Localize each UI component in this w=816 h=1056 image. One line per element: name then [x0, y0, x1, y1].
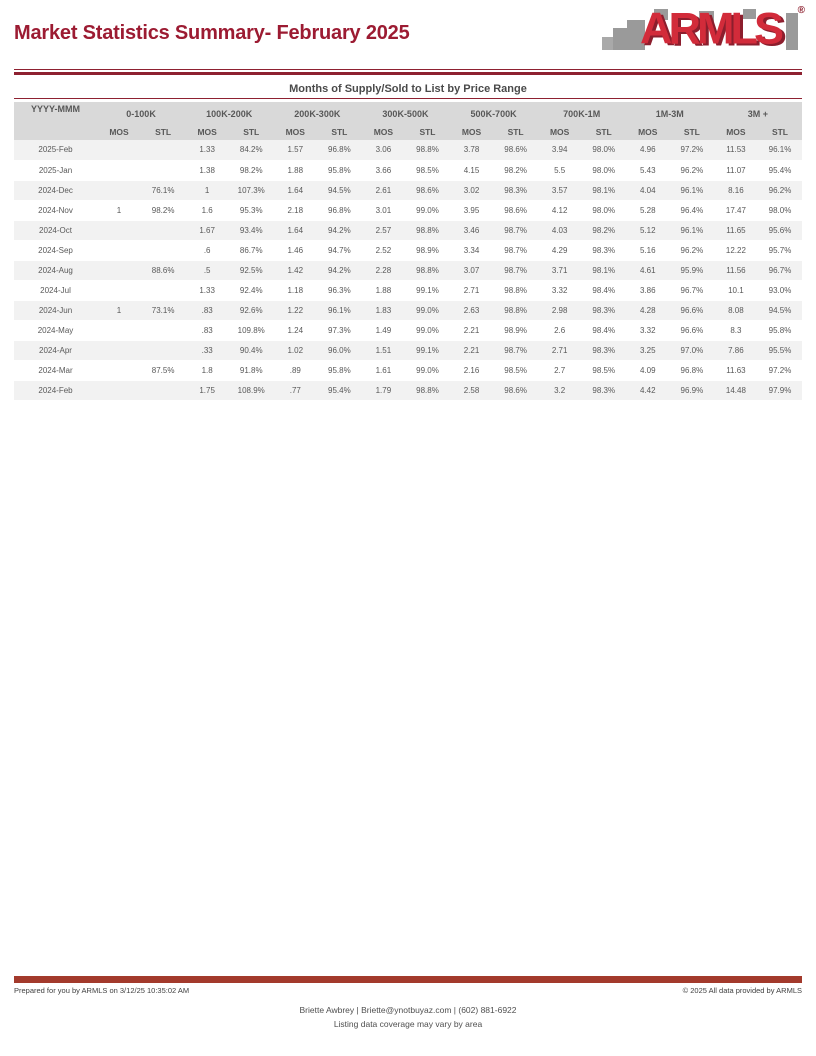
stl-value: 95.5% — [758, 340, 802, 360]
stl-value: 98.8% — [494, 280, 538, 300]
stl-value: 99.0% — [405, 200, 449, 220]
sub-header-stl: STL — [229, 123, 273, 140]
stl-value: 96.2% — [670, 160, 714, 180]
mos-value — [97, 380, 141, 400]
stl-value: 96.6% — [670, 300, 714, 320]
mos-value: 1.42 — [273, 260, 317, 280]
stl-value — [141, 380, 185, 400]
stl-value: 97.2% — [758, 360, 802, 380]
mos-value: 2.98 — [538, 300, 582, 320]
table-row — [14, 220, 802, 240]
sub-header-mos: MOS — [97, 123, 141, 140]
mos-value: 8.3 — [714, 320, 758, 340]
mos-value: 7.86 — [714, 340, 758, 360]
mos-value: 1.83 — [361, 300, 405, 320]
stl-value: 99.0% — [405, 320, 449, 340]
table-row — [14, 260, 802, 280]
mos-value: 4.04 — [626, 180, 670, 200]
stl-value: 92.4% — [229, 280, 273, 300]
mos-value: 1.24 — [273, 320, 317, 340]
stl-value: 97.3% — [317, 320, 361, 340]
stl-value: 98.6% — [494, 140, 538, 160]
mos-value: 1.67 — [185, 220, 229, 240]
stl-value: 98.7% — [494, 220, 538, 240]
stl-value: 98.9% — [405, 240, 449, 260]
stl-value: 96.8% — [317, 200, 361, 220]
mos-value: .83 — [185, 300, 229, 320]
row-label-month: 2024-Feb — [14, 380, 97, 400]
mos-value: 3.02 — [450, 180, 494, 200]
stl-value: 96.0% — [317, 340, 361, 360]
mos-value: 3.07 — [450, 260, 494, 280]
sub-header-mos: MOS — [273, 123, 317, 140]
price-range-header: 1M-3M — [626, 102, 714, 123]
mos-value: 3.57 — [538, 180, 582, 200]
stl-value: 98.5% — [405, 160, 449, 180]
mos-value — [97, 320, 141, 340]
stl-value — [141, 320, 185, 340]
mos-value: 1.88 — [273, 160, 317, 180]
mos-value: .83 — [185, 320, 229, 340]
mos-value: .89 — [273, 360, 317, 380]
sub-header-stl: STL — [758, 123, 802, 140]
mos-value: 3.71 — [538, 260, 582, 280]
mos-value: 5.12 — [626, 220, 670, 240]
mos-value: 3.86 — [626, 280, 670, 300]
stl-value: 98.8% — [405, 220, 449, 240]
mos-value: 1 — [185, 180, 229, 200]
mos-value: 11.65 — [714, 220, 758, 240]
stl-value: 98.0% — [582, 140, 626, 160]
mos-value: 8.16 — [714, 180, 758, 200]
mos-value: 4.29 — [538, 240, 582, 260]
mos-value: 14.48 — [714, 380, 758, 400]
mos-value: 1.8 — [185, 360, 229, 380]
mos-value: 11.63 — [714, 360, 758, 380]
mos-value: 2.61 — [361, 180, 405, 200]
stl-value: 97.0% — [670, 340, 714, 360]
coverage-disclaimer: Listing data coverage may vary by area — [333, 1019, 483, 1029]
stl-value: 94.7% — [317, 240, 361, 260]
agent-contact-line: Briette Awbrey | Briette@ynotbuyaz.com | (602) 881-6922 — [299, 1005, 517, 1015]
stl-value: 96.1% — [670, 180, 714, 200]
stl-value: 94.5% — [758, 300, 802, 320]
stl-value: 98.6% — [405, 180, 449, 200]
registered-trademark-icon: ® — [797, 5, 805, 16]
mos-value: 4.09 — [626, 360, 670, 380]
header-divider — [14, 69, 802, 75]
stl-value: 94.2% — [317, 260, 361, 280]
stl-value: 84.2% — [229, 140, 273, 160]
stl-value: 98.8% — [405, 380, 449, 400]
mos-value: 5.28 — [626, 200, 670, 220]
table-row — [14, 320, 802, 340]
sub-header-mos: MOS — [450, 123, 494, 140]
row-label-month: 2024-Aug — [14, 260, 97, 280]
mos-value: .5 — [185, 260, 229, 280]
mos-value: 1.33 — [185, 280, 229, 300]
mos-value — [97, 220, 141, 240]
mos-value: 2.63 — [450, 300, 494, 320]
section-underline — [14, 98, 802, 99]
stl-value: 98.0% — [582, 160, 626, 180]
mos-value — [97, 140, 141, 160]
mos-value: 2.57 — [361, 220, 405, 240]
stl-value: 108.9% — [229, 380, 273, 400]
mos-value: 1.61 — [361, 360, 405, 380]
mos-stl-header-row — [14, 123, 802, 140]
armls-logo-text: ARMLS — [640, 3, 780, 54]
row-label-month: 2025-Feb — [14, 140, 97, 160]
stl-value: 96.8% — [670, 360, 714, 380]
page-title: Market Statistics Summary- February 2025 — [14, 22, 410, 44]
mos-value: 3.01 — [361, 200, 405, 220]
price-range-header-row — [14, 102, 802, 123]
stl-value: 96.7% — [670, 280, 714, 300]
mos-value: 3.95 — [450, 200, 494, 220]
stl-value — [141, 160, 185, 180]
stl-value: 95.8% — [758, 320, 802, 340]
stl-value: 95.7% — [758, 240, 802, 260]
stl-value: 96.8% — [317, 140, 361, 160]
stl-value: 99.1% — [405, 280, 449, 300]
mos-value: 3.06 — [361, 140, 405, 160]
stl-value: 96.1% — [670, 220, 714, 240]
mos-value: 3.46 — [450, 220, 494, 240]
mos-value: 4.28 — [626, 300, 670, 320]
stl-value: 98.8% — [405, 140, 449, 160]
stl-value: 109.8% — [229, 320, 273, 340]
stl-value: 91.8% — [229, 360, 273, 380]
stl-value: 98.8% — [494, 300, 538, 320]
sub-header-stl: STL — [494, 123, 538, 140]
mos-value: 3.32 — [626, 320, 670, 340]
table-row — [14, 160, 802, 180]
sub-header-mos: MOS — [714, 123, 758, 140]
row-label-month: 2024-Oct — [14, 220, 97, 240]
page-footer — [14, 976, 802, 1056]
stl-value: 88.6% — [141, 260, 185, 280]
table-row — [14, 380, 802, 400]
mos-value: 1.6 — [185, 200, 229, 220]
table-row — [14, 240, 802, 260]
row-label-month: 2024-Apr — [14, 340, 97, 360]
table-row — [14, 300, 802, 320]
stl-value: 95.6% — [758, 220, 802, 240]
mos-value — [97, 280, 141, 300]
mos-value: 1.57 — [273, 140, 317, 160]
stl-value: 99.0% — [405, 360, 449, 380]
stl-value: 98.1% — [582, 260, 626, 280]
mos-value — [97, 160, 141, 180]
mos-value: 4.61 — [626, 260, 670, 280]
stl-value: 95.3% — [229, 200, 273, 220]
mos-value: 2.28 — [361, 260, 405, 280]
mos-value: 2.71 — [538, 340, 582, 360]
mos-value: 11.56 — [714, 260, 758, 280]
stl-value: 98.3% — [582, 340, 626, 360]
mos-value: 1.64 — [273, 180, 317, 200]
stl-value: 98.7% — [494, 240, 538, 260]
mos-value: 8.08 — [714, 300, 758, 320]
mos-value: 11.53 — [714, 140, 758, 160]
stl-value: 98.4% — [582, 280, 626, 300]
stl-value — [141, 340, 185, 360]
stl-value: 76.1% — [141, 180, 185, 200]
prepared-by-text: Prepared for you by ARMLS on 3/12/25 10:35:02 AM — [14, 986, 190, 995]
stl-value: 98.3% — [494, 180, 538, 200]
mos-value: 2.18 — [273, 200, 317, 220]
mos-value — [97, 340, 141, 360]
row-label-month: 2024-May — [14, 320, 97, 340]
price-range-header: 300K-500K — [361, 102, 449, 123]
stl-value: 98.2% — [582, 220, 626, 240]
mos-value: 3.94 — [538, 140, 582, 160]
mos-value: 1.33 — [185, 140, 229, 160]
mos-value — [97, 360, 141, 380]
stl-value: 98.6% — [494, 200, 538, 220]
stl-value: 98.3% — [582, 380, 626, 400]
table-header — [14, 102, 802, 140]
sub-header-stl: STL — [405, 123, 449, 140]
stl-value: 93.0% — [758, 280, 802, 300]
mos-value: 3.32 — [538, 280, 582, 300]
mos-value: 1.49 — [361, 320, 405, 340]
stl-value: 94.5% — [317, 180, 361, 200]
mos-value: 10.1 — [714, 280, 758, 300]
stl-value: 98.0% — [758, 200, 802, 220]
mos-value: .77 — [273, 380, 317, 400]
mos-value: 3.66 — [361, 160, 405, 180]
sub-header-stl: STL — [141, 123, 185, 140]
mos-value: .33 — [185, 340, 229, 360]
mos-value: 2.6 — [538, 320, 582, 340]
mos-value: 1.46 — [273, 240, 317, 260]
table-body — [14, 140, 802, 400]
stl-value: 95.8% — [317, 360, 361, 380]
stl-value: 96.9% — [670, 380, 714, 400]
mos-value: 3.25 — [626, 340, 670, 360]
logo-block — [786, 13, 798, 50]
table-row — [14, 180, 802, 200]
price-range-header: 200K-300K — [273, 102, 361, 123]
supply-stl-table — [14, 102, 802, 401]
mos-value: 3.78 — [450, 140, 494, 160]
row-label-month: 2025-Jan — [14, 160, 97, 180]
mos-value: 4.15 — [450, 160, 494, 180]
mos-value: 1.88 — [361, 280, 405, 300]
stl-value: 107.3% — [229, 180, 273, 200]
stl-value: 98.5% — [582, 360, 626, 380]
stl-value: 86.7% — [229, 240, 273, 260]
mos-value: 2.58 — [450, 380, 494, 400]
mos-value: 2.7 — [538, 360, 582, 380]
mos-value: 4.96 — [626, 140, 670, 160]
stl-value: 96.6% — [670, 320, 714, 340]
stl-value: 99.0% — [405, 300, 449, 320]
stl-value: 98.7% — [494, 260, 538, 280]
stl-value: 97.2% — [670, 140, 714, 160]
stl-value: 98.3% — [582, 300, 626, 320]
mos-value — [97, 240, 141, 260]
stl-value: 98.2% — [494, 160, 538, 180]
row-label-month: 2024-Jun — [14, 300, 97, 320]
stl-value: 96.7% — [758, 260, 802, 280]
row-label-month: 2024-Dec — [14, 180, 97, 200]
sub-header-mos: MOS — [538, 123, 582, 140]
mos-value: 1.75 — [185, 380, 229, 400]
stl-value — [141, 280, 185, 300]
stl-value: 98.3% — [582, 240, 626, 260]
armls-logo — [602, 3, 805, 56]
copyright-text: © 2025 All data provided by ARMLS — [682, 986, 802, 995]
mos-value: 4.12 — [538, 200, 582, 220]
stl-value: 98.9% — [494, 320, 538, 340]
stl-value: 92.5% — [229, 260, 273, 280]
stl-value: 99.1% — [405, 340, 449, 360]
stl-value: 90.4% — [229, 340, 273, 360]
mos-value: 2.16 — [450, 360, 494, 380]
sub-header-mos: MOS — [361, 123, 405, 140]
sub-header-stl: STL — [317, 123, 361, 140]
stl-value: 96.2% — [758, 180, 802, 200]
stl-value: 98.2% — [229, 160, 273, 180]
table-row — [14, 140, 802, 160]
stl-value: 93.4% — [229, 220, 273, 240]
stl-value: 96.4% — [670, 200, 714, 220]
price-range-header: 500K-700K — [450, 102, 538, 123]
stl-value: 94.2% — [317, 220, 361, 240]
mos-value: 1.79 — [361, 380, 405, 400]
table-row — [14, 340, 802, 360]
mos-value: 12.22 — [714, 240, 758, 260]
stl-value: 97.9% — [758, 380, 802, 400]
stl-value: 95.8% — [317, 160, 361, 180]
stl-value: 95.9% — [670, 260, 714, 280]
stl-value: 95.4% — [758, 160, 802, 180]
mos-value: 4.03 — [538, 220, 582, 240]
table-row — [14, 200, 802, 220]
mos-value: 4.42 — [626, 380, 670, 400]
stl-value: 96.1% — [317, 300, 361, 320]
row-label-month: 2024-Nov — [14, 200, 97, 220]
stl-value — [141, 220, 185, 240]
mos-value: 2.52 — [361, 240, 405, 260]
stl-value: 98.1% — [582, 180, 626, 200]
mos-value: 5.5 — [538, 160, 582, 180]
sub-header-mos: MOS — [626, 123, 670, 140]
stl-value: 98.4% — [582, 320, 626, 340]
mos-value: 5.43 — [626, 160, 670, 180]
stl-value: 98.5% — [494, 360, 538, 380]
mos-value: 1 — [97, 200, 141, 220]
sub-header-stl: STL — [670, 123, 714, 140]
stl-value: 98.0% — [582, 200, 626, 220]
stl-value — [141, 240, 185, 260]
mos-value: 1.18 — [273, 280, 317, 300]
mos-value: 17.47 — [714, 200, 758, 220]
footer-accent-bar — [14, 976, 802, 983]
stl-value: 73.1% — [141, 300, 185, 320]
price-range-header: 100K-200K — [185, 102, 273, 123]
stl-value: 92.6% — [229, 300, 273, 320]
section-title: Months of Supply/Sold to List by Price Range — [289, 83, 527, 95]
mos-value: 5.16 — [626, 240, 670, 260]
price-range-header: 3M + — [714, 102, 802, 123]
mos-value: 1.02 — [273, 340, 317, 360]
mos-value: 1.22 — [273, 300, 317, 320]
mos-value: 3.34 — [450, 240, 494, 260]
mos-value: 3.2 — [538, 380, 582, 400]
price-range-header: 700K-1M — [538, 102, 626, 123]
stl-value: 96.2% — [670, 240, 714, 260]
table-row — [14, 360, 802, 380]
stl-value: 98.7% — [494, 340, 538, 360]
footer-meta-row — [14, 986, 802, 995]
row-label-month: 2024-Mar — [14, 360, 97, 380]
mos-value — [97, 260, 141, 280]
masthead — [14, 0, 805, 56]
mos-value: 2.21 — [450, 340, 494, 360]
divider-thick-line — [14, 72, 802, 75]
sub-header-stl: STL — [582, 123, 626, 140]
stl-value: 98.8% — [405, 260, 449, 280]
mos-value: .6 — [185, 240, 229, 260]
mos-value: 1.38 — [185, 160, 229, 180]
mos-value: 11.07 — [714, 160, 758, 180]
stl-value: 96.1% — [758, 140, 802, 160]
stl-value — [141, 140, 185, 160]
row-label-month: 2024-Sep — [14, 240, 97, 260]
mos-value: 2.21 — [450, 320, 494, 340]
sub-header-mos: MOS — [185, 123, 229, 140]
mos-value: 2.71 — [450, 280, 494, 300]
table-row — [14, 280, 802, 300]
mos-value: 1.51 — [361, 340, 405, 360]
price-range-header: 0-100K — [97, 102, 185, 123]
mos-value — [97, 180, 141, 200]
stl-value: 98.6% — [494, 380, 538, 400]
year-month-column-header: YYYY-MMM — [14, 102, 97, 140]
mos-value: 1.64 — [273, 220, 317, 240]
stl-value: 95.4% — [317, 380, 361, 400]
stl-value: 98.2% — [141, 200, 185, 220]
mos-value: 1 — [97, 300, 141, 320]
stl-value: 96.3% — [317, 280, 361, 300]
stl-value: 87.5% — [141, 360, 185, 380]
row-label-month: 2024-Jul — [14, 280, 97, 300]
